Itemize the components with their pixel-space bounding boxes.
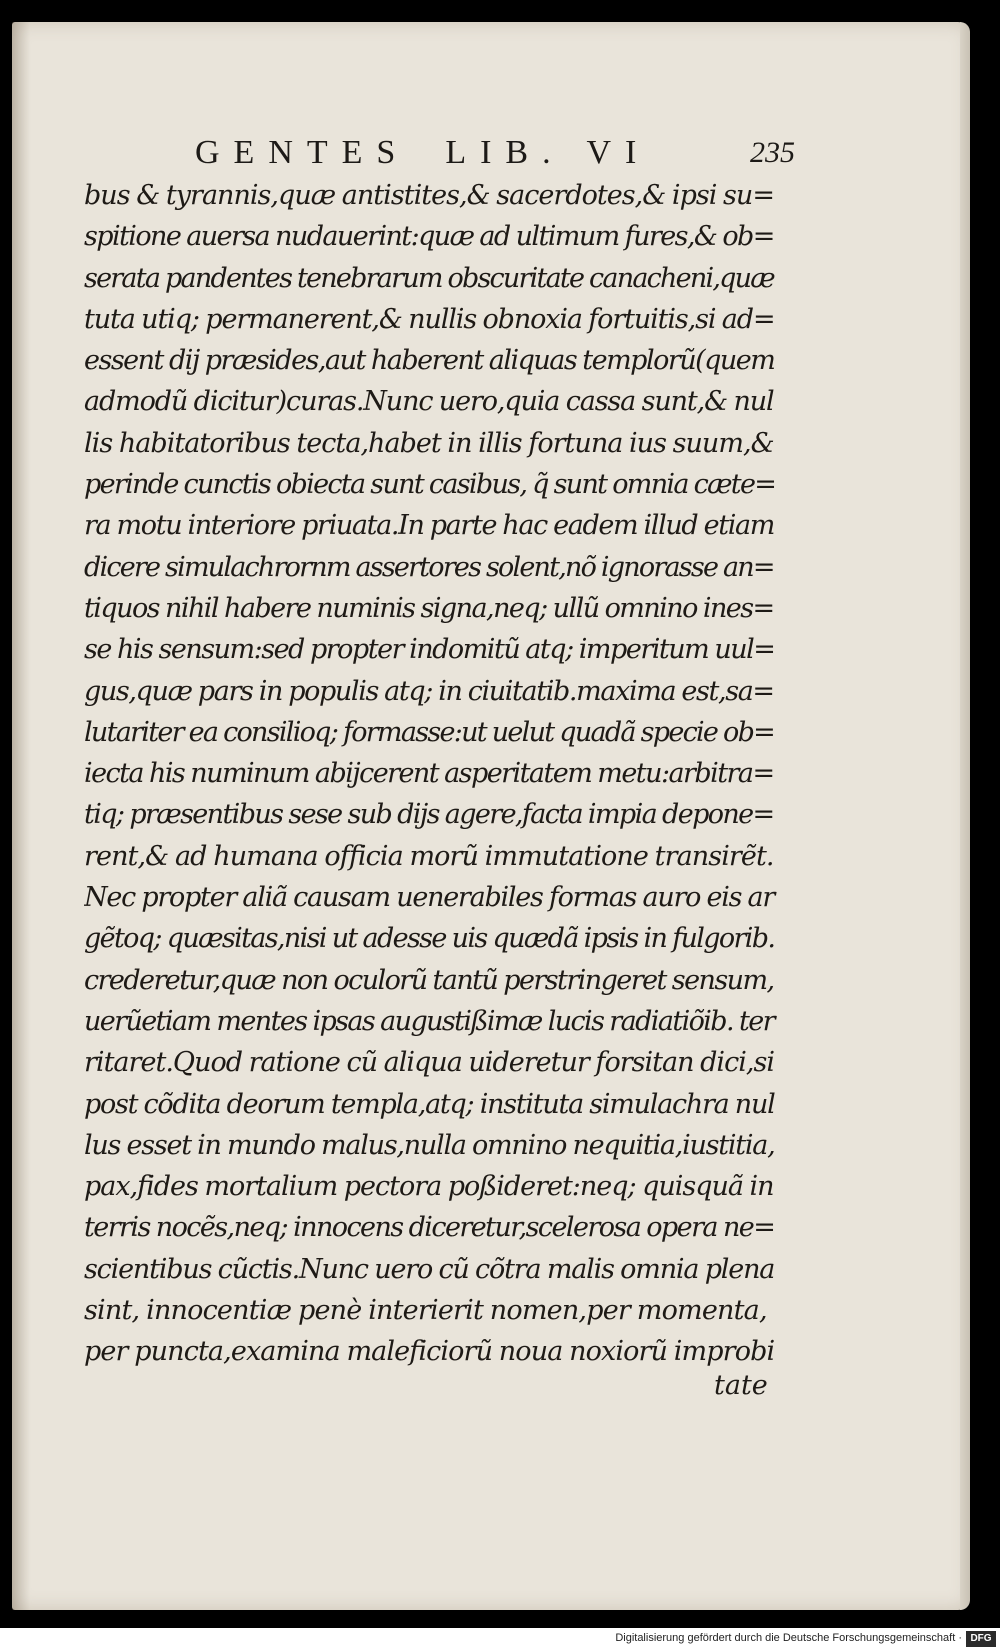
spine-shadow xyxy=(12,22,30,1610)
text-line: per puncta,examina maleficiorũ noua noxiorũ improbi xyxy=(84,1336,775,1368)
text-line: spitione auersa nudauerint:quæ ad ultimum fures,& ob= xyxy=(84,221,774,253)
text-line: pax,fides mortalium pectora poßideret:neq; quisquã in xyxy=(84,1171,774,1203)
text-line: bus & tyrannis,quæ antistites,& sacerdotes,& ipsi su= xyxy=(84,180,774,211)
text-line: lus esset in mundo malus,nulla omnino nequitia,iustitia, xyxy=(84,1129,775,1161)
text-line: tiquos nihil habere numinis signa,neq; ullũ omnino ines= xyxy=(84,592,774,624)
catchword: tate xyxy=(714,1370,768,1401)
body-text xyxy=(84,175,784,1373)
running-head-right: LIB. VI xyxy=(445,134,651,171)
text-line: rent,& ad humana officia morũ immutatione transirẽt. xyxy=(84,840,774,872)
text-line: gẽtoq; quæsitas,nisi ut adesse uis quædã ipsis in fulgorib. xyxy=(84,923,775,955)
text-line: se his sensum:sed propter indomitũ atq; imperitum uul= xyxy=(84,634,775,666)
text-line: terris nocẽs,neq; innocens diceretur,scelerosa opera ne= xyxy=(84,1212,775,1244)
text-line: gus,quæ pars in populis atq; in ciuitatib.maxima est,sa= xyxy=(84,675,774,707)
text-line: iecta his numinum abijcerent asperitatem metu:arbitra= xyxy=(84,758,774,790)
text-line: serata pandentes tenebrarum obscuritate canacheni,quæ xyxy=(84,262,774,294)
page-number: 235 xyxy=(750,136,795,169)
page-edge xyxy=(960,22,970,1610)
text-line: dicere simulachrornm assertores solent,nõ ignorasse an= xyxy=(84,551,774,583)
text-line: sint, innocentiæ penè interierit nomen,per momenta, xyxy=(84,1295,767,1327)
text-line: scientibus cũctis.Nunc uero cũ cõtra malis omnia plena xyxy=(84,1253,775,1285)
text-line: perinde cunctis obiecta sunt casibus, q̃ sunt omnia cæte= xyxy=(84,469,776,501)
running-head xyxy=(195,134,650,172)
text-line: essent dij præsides,aut haberent aliquas templorũ(quem xyxy=(84,345,775,377)
text-line: lis habitatoribus tecta,habet in illis fortuna ius suum,& xyxy=(84,427,774,459)
text-line: admodũ dicitur)curas.Nunc uero,quia cassa sunt,& nul xyxy=(84,386,774,418)
text-line: ra motu interiore priuata.In parte hac eadem illud etiam xyxy=(84,510,775,542)
text-line: crederetur,quæ non oculorũ tantũ perstringeret sensum, xyxy=(84,964,774,996)
text-line: post cõdita deorum templa,atq; instituta simulachra nul xyxy=(84,1088,775,1120)
text-line: ritaret.Quod ratione cũ aliqua uideretur forsitan dici,si xyxy=(84,1047,774,1079)
text-line: tiq; præsentibus sese sub dijs agere,facta impia depone= xyxy=(84,799,774,831)
dfg-logo: DFG xyxy=(966,1631,996,1647)
funding-credit: Digitalisierung gefördert durch die Deutsche Forschungsgemeinschaft · xyxy=(615,1632,962,1644)
text-line: lutariter ea consilioq; formasse:ut uelut quadã specie ob= xyxy=(84,716,775,748)
text-line: Nec propter aliã causam uenerabiles formas auro eis ar xyxy=(84,882,775,914)
running-head-left: GENTES xyxy=(195,134,410,171)
digitization-footer xyxy=(0,1628,1000,1652)
text-line: tuta utiq; permanerent,& nullis obnoxia fortuitis,si ad= xyxy=(84,303,775,335)
text-line: uerũetiam mentes ipsas augustißimæ lucis radiatiõib. ter xyxy=(84,1005,774,1037)
